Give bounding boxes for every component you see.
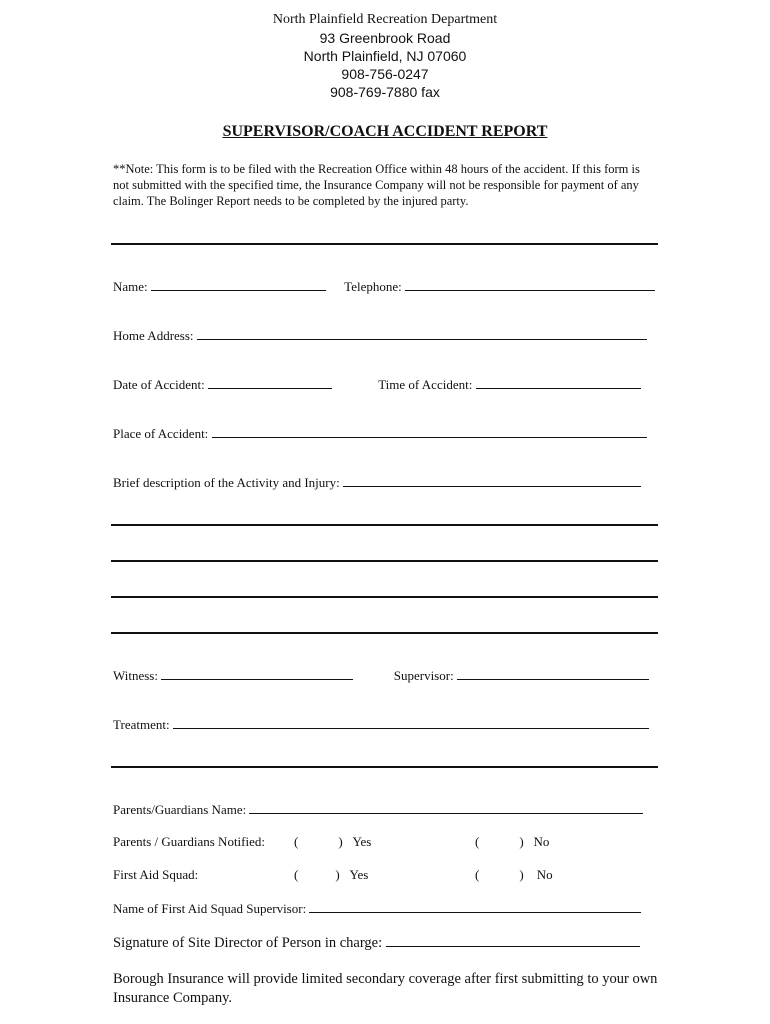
description-line-4[interactable] <box>111 632 658 634</box>
signature-field[interactable] <box>386 934 640 947</box>
home-address-field[interactable] <box>197 328 647 340</box>
first-aid-no-option[interactable] <box>475 867 553 883</box>
section-divider <box>111 243 658 245</box>
supervisor-field[interactable] <box>457 668 649 680</box>
time-of-accident-label: Time of Accident: <box>378 377 473 392</box>
date-of-accident-label: Date of Accident: <box>113 377 205 392</box>
insurance-footer: Borough Insurance will provide limited secondary coverage after first submitting to your own Insurance Company. <box>113 971 658 1006</box>
parents-notified-yes-option[interactable] <box>294 834 371 850</box>
description-line-3[interactable] <box>111 596 658 598</box>
treatment-line[interactable] <box>111 766 658 768</box>
close-paren: ) <box>519 867 524 882</box>
witness-supervisor-row <box>113 668 658 684</box>
first-aid-yes-option[interactable] <box>294 867 368 883</box>
treatment-row <box>113 717 658 733</box>
yes-label: Yes <box>352 834 372 849</box>
telephone-field[interactable] <box>405 279 655 291</box>
name-label: Name: <box>113 279 148 294</box>
description-label: Brief description of the Activity and Injury: <box>113 475 340 490</box>
open-paren: ( <box>475 867 480 882</box>
no-label: No <box>536 867 553 882</box>
parents-name-label: Parents/Guardians Name: <box>113 802 247 817</box>
home-address-row <box>113 328 658 344</box>
time-of-accident-field[interactable] <box>476 377 641 389</box>
city-address: North Plainfield, NJ 07060 <box>303 48 467 64</box>
description-line-2[interactable] <box>111 560 658 562</box>
date-time-row <box>113 377 658 393</box>
place-row <box>113 426 658 442</box>
open-paren: ( <box>294 834 299 849</box>
no-label: No <box>533 834 550 849</box>
first-aid-squad-label: First Aid Squad: <box>113 867 199 882</box>
first-aid-supervisor-field[interactable] <box>309 901 641 913</box>
phone-number: 908-756-0247 <box>341 66 429 82</box>
form-note: **Note: This form is to be filed with the Recreation Office within 48 hours of the accident. If this form is not submitted with the specified time, the Insurance Company will not be responsible for payment of any claim. The Bolinger Report needs to be completed by the injured party. <box>113 162 640 208</box>
first-aid-supervisor-label: Name of First Aid Squad Supervisor: <box>113 901 307 916</box>
fax-number: 908-769-7880 fax <box>330 84 440 100</box>
supervisor-label: Supervisor: <box>393 668 454 683</box>
description-line-1[interactable] <box>111 524 658 526</box>
form-title: SUPERVISOR/COACH ACCIDENT REPORT <box>222 123 548 140</box>
date-of-accident-field[interactable] <box>208 377 332 389</box>
witness-label: Witness: <box>113 668 158 683</box>
name-field[interactable] <box>151 279 326 291</box>
close-paren: ) <box>335 867 340 882</box>
parents-name-field[interactable] <box>249 802 643 814</box>
close-paren: ) <box>519 834 524 849</box>
org-name: North Plainfield Recreation Department <box>272 12 498 27</box>
first-aid-squad-row <box>113 867 658 883</box>
street-address: 93 Greenbrook Road <box>319 30 451 46</box>
parents-name-row <box>113 802 658 818</box>
parents-notified-label: Parents / Guardians Notified: <box>113 834 265 849</box>
first-aid-supervisor-row <box>113 901 658 917</box>
home-address-label: Home Address: <box>113 328 194 343</box>
signature-label: Signature of Site Director of Person in charge: <box>113 935 383 951</box>
treatment-label: Treatment: <box>113 717 170 732</box>
witness-field[interactable] <box>161 668 353 680</box>
open-paren: ( <box>294 867 299 882</box>
name-telephone-row <box>113 279 658 295</box>
place-of-accident-field[interactable] <box>212 426 647 438</box>
close-paren: ) <box>338 834 343 849</box>
treatment-field[interactable] <box>173 717 649 729</box>
description-row <box>113 475 658 491</box>
open-paren: ( <box>475 834 480 849</box>
yes-label: Yes <box>349 867 369 882</box>
parents-notified-no-option[interactable] <box>475 834 549 850</box>
description-field[interactable] <box>343 475 641 487</box>
parents-notified-row <box>113 834 658 850</box>
signature-row <box>113 934 658 952</box>
place-of-accident-label: Place of Accident: <box>113 426 209 441</box>
telephone-label: Telephone: <box>344 279 402 294</box>
